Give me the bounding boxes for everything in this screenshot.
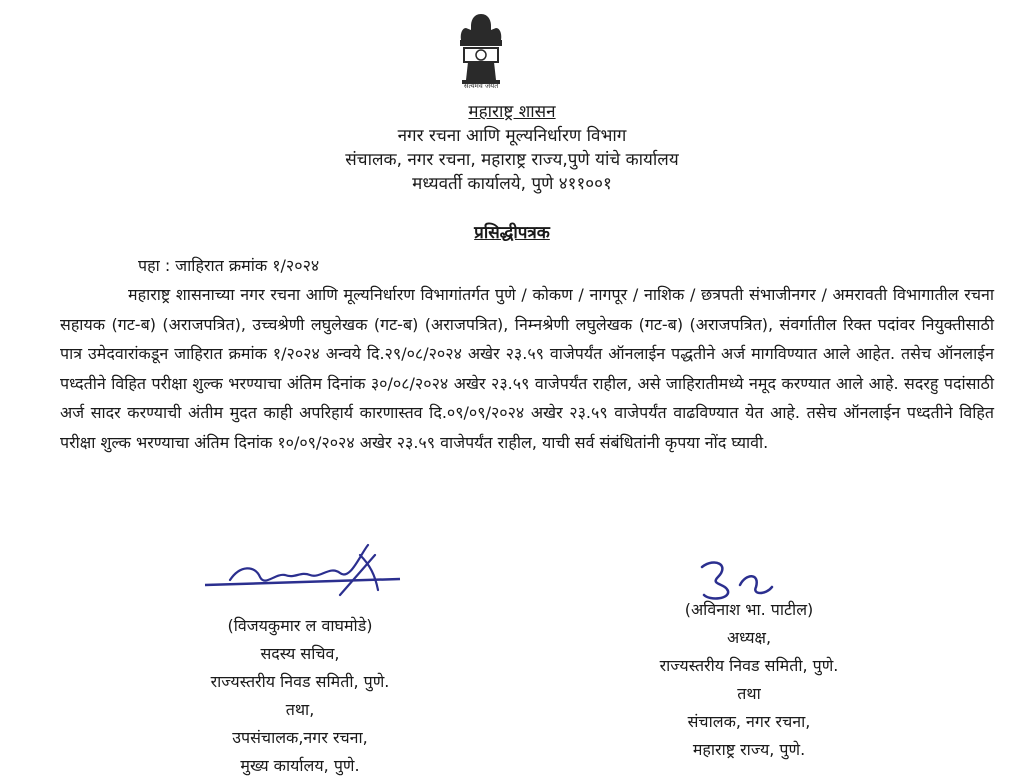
office-address: मध्यवर्ती कार्यालये, पुणे ४११००१ xyxy=(412,174,612,194)
notice-body: महाराष्ट्र शासनाच्या नगर रचना आणि मूल्यनिर्धारण विभागांतर्गत पुणे / कोकण / नागपूर / नाशिक / छत्रपती संभाजीनगर / अमरावती विभागातील रचना सहायक (गट-ब) (अराजपत्रित), उच्चश्रेणी लघुलेखक (गट-ब) (अराजपत्रित), निम्नश्रेणी लघुलेखक (गट-ब) (अराजपत्रित), संवर्गातील रिक्त पदांवर नियुक्तीसाठी पात्र उमेदवारांकडून जाहिरात क्रमांक १/२०२४ अन्वये दि.२९/०८/२०२४ अखेर २३.५९ वाजेपर्यंत ऑनलाईन पद्धतीने अर्ज मागविण्यात आले आहेत. तसेच ऑनलाईन पध्दतीने विहित परीक्षा शुल्क भरण्याचा अंतिम दिनांक ३०/०८/२०२४ अखेर २३.५९ वाजेपर्यंत राहील, असे जाहिरातीमध्ये नमूद करण्यात आले आहे. सदरहु पदांसाठी अर्ज सादर करण्याची अंतीम मुदत काही अपरिहार्य कारणास्तव दि.०९/०९/२०२४ अखेर २३.५९ वाजेपर्यंत वाढविण्यात येत आहे. तसेच ऑनलाईन पध्दतीने विहित परीक्षा शुल्क भरण्याचा अंतिम दिनांक १०/०९/२०२४ अखेर २३.५९ वाजेपर्यंत राहील, याची सर्व संबंधितांनी कृपया नोंद घ्यावी. xyxy=(60,285,994,452)
signatory-right-line4: संचालक, नगर रचना, xyxy=(687,712,811,731)
signatory-left-line2: राज्यस्तरीय निवड समिती, पुणे. xyxy=(210,672,390,691)
signatory-right xyxy=(604,596,894,764)
signatory-left-line3: तथा, xyxy=(285,700,315,719)
signatory-left xyxy=(170,612,430,780)
signatory-left-line1: सदस्य सचिव, xyxy=(260,644,340,663)
emblem-motto: सत्यमेव जयते xyxy=(463,82,499,90)
signatory-right-line3: तथा xyxy=(737,684,761,703)
signature-left xyxy=(200,535,410,610)
signatory-right-line2: राज्यस्तरीय निवड समिती, पुणे. xyxy=(659,656,839,675)
signatory-right-name: (अविनाश भा. पाटील) xyxy=(684,600,814,619)
department-name: नगर रचना आणि मूल्यनिर्धारण विभाग xyxy=(397,126,627,146)
signatory-left-name: (विजयकुमार ल वाघमोडे) xyxy=(227,616,373,635)
signatory-right-line1: अध्यक्ष, xyxy=(726,628,772,647)
signatory-right-line5: महाराष्ट्र राज्य, पुणे. xyxy=(692,740,806,759)
signatory-left-line5: मुख्य कार्यालय, पुणे. xyxy=(240,756,360,775)
reference-line: पहा : जाहिरात क्रमांक १/२०२४ xyxy=(138,256,320,275)
document-subject: प्रसिद्धीपत्रक xyxy=(474,223,550,243)
signatory-left-line4: उपसंचालक,नगर रचना, xyxy=(232,728,368,747)
office-name: संचालक, नगर रचना, महाराष्ट्र राज्य,पुणे यांचे कार्यालय xyxy=(345,150,679,170)
government-title: महाराष्ट्र शासन xyxy=(468,102,556,122)
